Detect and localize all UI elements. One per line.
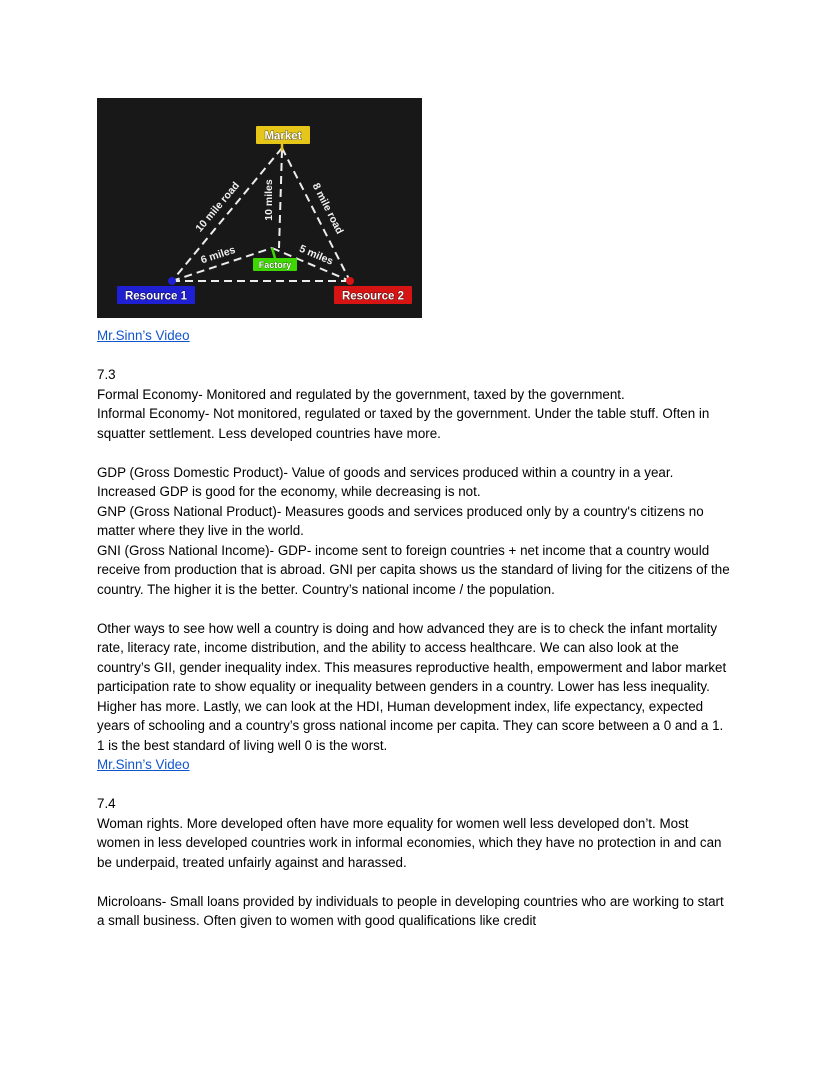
edge-label-ten-miles: 10 miles [263,179,275,221]
video-link-line-2 [97,755,733,775]
section-7-4-heading: 7.4 [97,796,116,811]
factory-label: Factory [258,260,292,270]
edge-label-eight-mile-road: 8 mile road [309,181,346,237]
resource2-vertex-dot [346,277,354,285]
edge-label-six-miles: 6 miles [199,243,237,267]
resource1-label: Resource 1 [124,290,188,303]
document-body [97,98,733,931]
resource1-vertex-dot [168,277,176,285]
paragraph-gap [97,599,733,619]
mr-sinn-video-link-2[interactable]: Mr.Sinn’s Video [97,757,190,772]
edge-label-five-miles: 5 miles [297,242,335,268]
resource2-node [334,286,412,304]
paragraph-formal-economy: Formal Economy- Monitored and regulated by the government, taxed by the government. [97,386,625,402]
paragraph-informal-economy: Informal Economy- Not monitored, regulated or taxed by the government. Under the table stuff. Often in squatter settlement. Less developed countries have more. [97,406,710,441]
market-node [256,126,310,144]
paragraph-gni: GNI (Gross National Income)- GDP- income sent to foreign countries + net income that a country would receive from production that is abroad. GNI per capita shows us the standard of living for the citizens of the country. The higher it is the better. Country’s national income / the population. [97,542,730,597]
diagram-svg [97,98,422,318]
paragraph-gap [97,872,733,892]
edge-label-ten-mile-road: 10 mile road [193,179,242,235]
video-link-line-1 [97,326,733,346]
paragraph-woman-rights: Woman rights. More developed often have more equality for women well less developed don’t. Most women in less developed countries work in informal economies, which they have no protection in and can be underpaid, treated unfairly against and harassed. [97,815,722,870]
factory-node [253,258,297,271]
resource2-label: Resource 2 [341,290,405,303]
mr-sinn-video-link-1[interactable]: Mr.Sinn’s Video [97,328,190,343]
paragraph-gap [97,775,733,795]
market-label: Market [264,130,302,143]
section-7-3-heading: 7.3 [97,367,116,382]
paragraph-development-indicators: Other ways to see how well a country is doing and how advanced they are is to check the infant mortality rate, literacy rate, income distribution, and the ability to access healthcare. We can also look at the country’s GII, gender inequality index. This measures reproductive health, empowerment and labor market participation rate to show equality or inequality between genders in a country. Lower has less inequality. Higher has more. Lastly, we can look at the HDI, Human development index, life expectancy, expected years of schooling and a country’s gross national income per capita. They can score between a 0 and a 1. 1 is the best standard of living well 0 is the worst. [97,620,727,753]
economy-distance-diagram-image[interactable] [97,98,422,318]
resource1-node [117,286,195,304]
paragraph-gap [97,346,733,366]
paragraph-gnp: GNP (Gross National Product)- Measures goods and services produced only by a country's citizens no matter where they live in the world. [97,503,704,538]
paragraph-microloans: Microloans- Small loans provided by individuals to people in developing countries who are working to start a small business. Often given to women with good qualifications like credit [97,893,724,928]
paragraph-gap [97,443,733,463]
paragraph-gdp: GDP (Gross Domestic Product)- Value of goods and services produced within a country in a year. Increased GDP is good for the economy, while decreasing is not. [97,464,674,499]
